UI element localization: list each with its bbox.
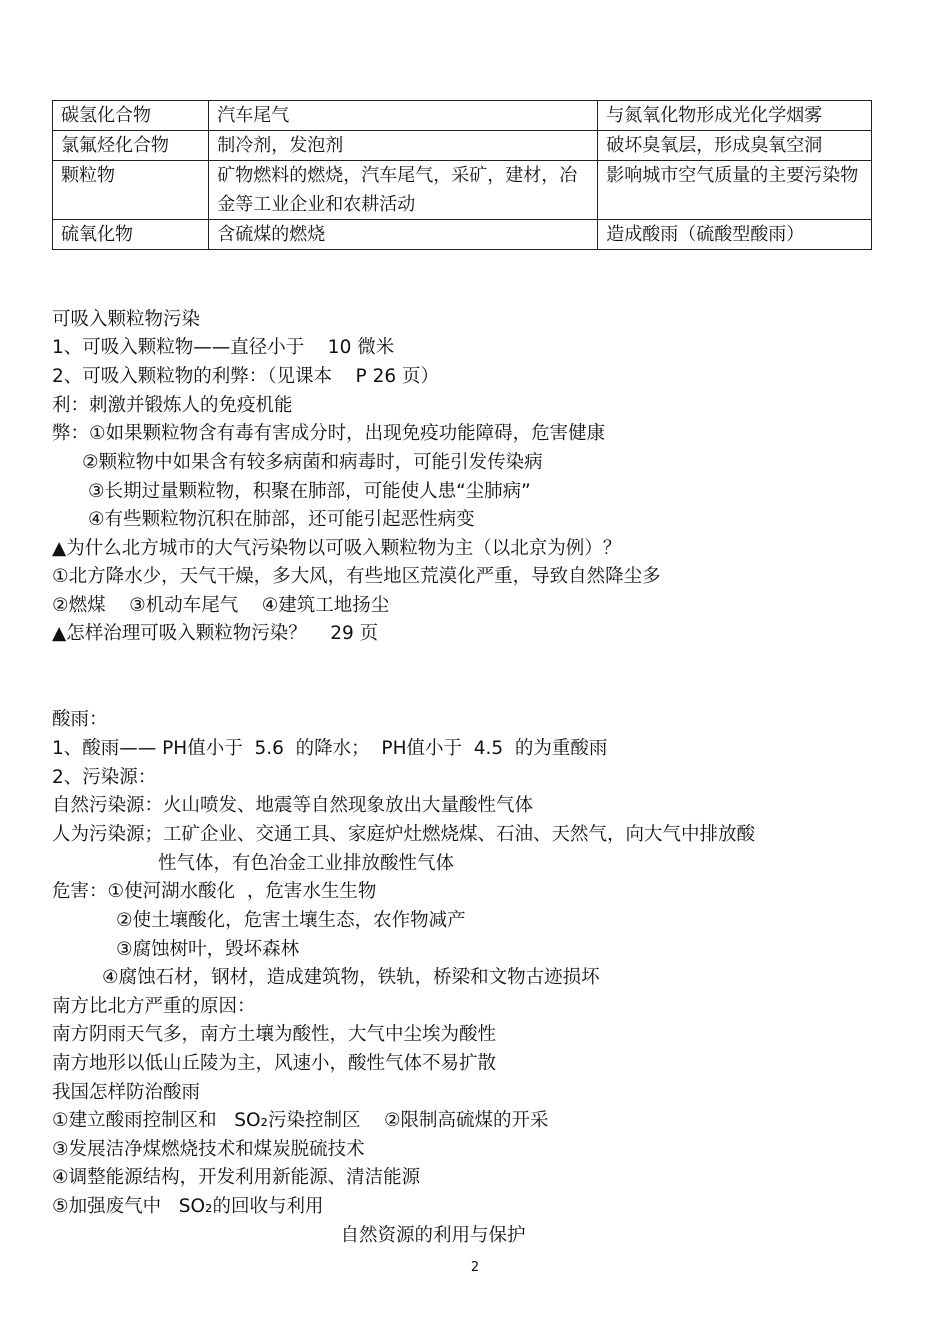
text-line: 南方阴雨天气多，南方土壤为酸性，大气中尘埃为酸性 <box>52 1024 497 1045</box>
table-cell: 矿物燃料的燃烧，汽车尾气，采矿，建材，冶金等工业企业和农耕活动 <box>209 161 598 220</box>
text-line: 2、可吸入颗粒物的利弊：（见课本 P 26 页） <box>52 366 440 387</box>
question-line: ▲为什么北方城市的大气污染物以可吸入颗粒物为主（以北京为例）？ <box>52 538 622 559</box>
text-line: ④调整能源结构，开发利用新能源、清洁能源 <box>52 1167 421 1188</box>
text-line: ③发展洁净煤燃烧技术和煤炭脱硫技术 <box>52 1139 365 1160</box>
text-line: 性气体，有色冶金工业排放酸性气体 <box>158 853 455 874</box>
table-row <box>53 220 872 250</box>
table-cell: 氯氟烃化合物 <box>53 131 209 161</box>
text-line: 2、污染源： <box>52 767 157 788</box>
table-cell: 制冷剂，发泡剂 <box>209 131 598 161</box>
table-row <box>53 101 872 131</box>
text-line: 自然污染源：火山喷发、地震等自然现象放出大量酸性气体 <box>52 795 534 816</box>
table-cell: 含硫煤的燃烧 <box>209 220 598 250</box>
text-line: 我国怎样防治酸雨 <box>52 1082 201 1103</box>
table-cell: 造成酸雨（硫酸型酸雨） <box>598 220 872 250</box>
text-line: ④有些颗粒物沉积在肺部，还可能引起恶性病变 <box>88 509 475 530</box>
page-number: 2 <box>470 1260 480 1275</box>
table-cell: 汽车尾气 <box>209 101 598 131</box>
text-line: ⑤加强废气中 SO₂的回收与利用 <box>52 1196 324 1217</box>
table-row <box>53 131 872 161</box>
table-cell: 影响城市空气质量的主要污染物 <box>598 161 872 220</box>
question-line: ▲怎样治理可吸入颗粒物污染？ 29 页 <box>52 623 379 644</box>
text-line: 弊：①如果颗粒物含有毒有害成分时，出现免疫功能障碍，危害健康 <box>52 423 606 444</box>
text-line: ①北方降水少，天气干燥，多大风，有些地区荒漠化严重，导致自然降尘多 <box>52 566 661 587</box>
table-cell: 破坏臭氧层，形成臭氧空洞 <box>598 131 872 161</box>
text-line: ②燃煤 ③机动车尾气 ④建筑工地扬尘 <box>52 595 390 616</box>
next-section-heading: 自然资源的利用与保护 <box>340 1225 526 1246</box>
text-line: ②颗粒物中如果含有较多病菌和病毒时，可能引发传染病 <box>82 452 543 473</box>
table-cell: 硫氧化物 <box>53 220 209 250</box>
table-cell: 与氮氧化物形成光化学烟雾 <box>598 101 872 131</box>
pollutant-table <box>52 100 872 250</box>
text-line: ②使土壤酸化，危害土壤生态，农作物减产 <box>116 910 466 931</box>
text-line: 人为污染源；工矿企业、交通工具、家庭炉灶燃烧煤、石油、天然气，向大气中排放酸 <box>52 824 756 845</box>
section-heading: 酸雨： <box>52 709 108 730</box>
text-line: ③长期过量颗粒物，积聚在肺部，可能使人患“尘肺病” <box>88 481 531 502</box>
table-cell: 碳氢化合物 <box>53 101 209 131</box>
text-line: 利：刺激并锻炼人的免疫机能 <box>52 395 293 416</box>
text-line: 危害：①使河湖水酸化 ，危害水生生物 <box>52 881 377 902</box>
text-line: 南方地形以低山丘陵为主，风速小，酸性气体不易扩散 <box>52 1053 497 1074</box>
text-line: ④腐蚀石材，钢材，造成建筑物，铁轨，桥梁和文物古迹损坏 <box>102 967 600 988</box>
text-line: 南方比北方严重的原因： <box>52 996 256 1017</box>
text-line: ①建立酸雨控制区和 SO₂污染控制区 ②限制高硫煤的开采 <box>52 1110 549 1131</box>
table-cell: 颗粒物 <box>53 161 209 220</box>
table-row <box>53 161 872 220</box>
text-line: ③腐蚀树叶，毁坏森林 <box>116 939 300 960</box>
text-line: 1、可吸入颗粒物——直径小于 10 微米 <box>52 337 395 358</box>
text-line: 1、酸雨—— PH值小于 5.6 的降水； PH值小于 4.5 的为重酸雨 <box>52 738 608 759</box>
section-heading: 可吸入颗粒物污染 <box>52 309 201 330</box>
